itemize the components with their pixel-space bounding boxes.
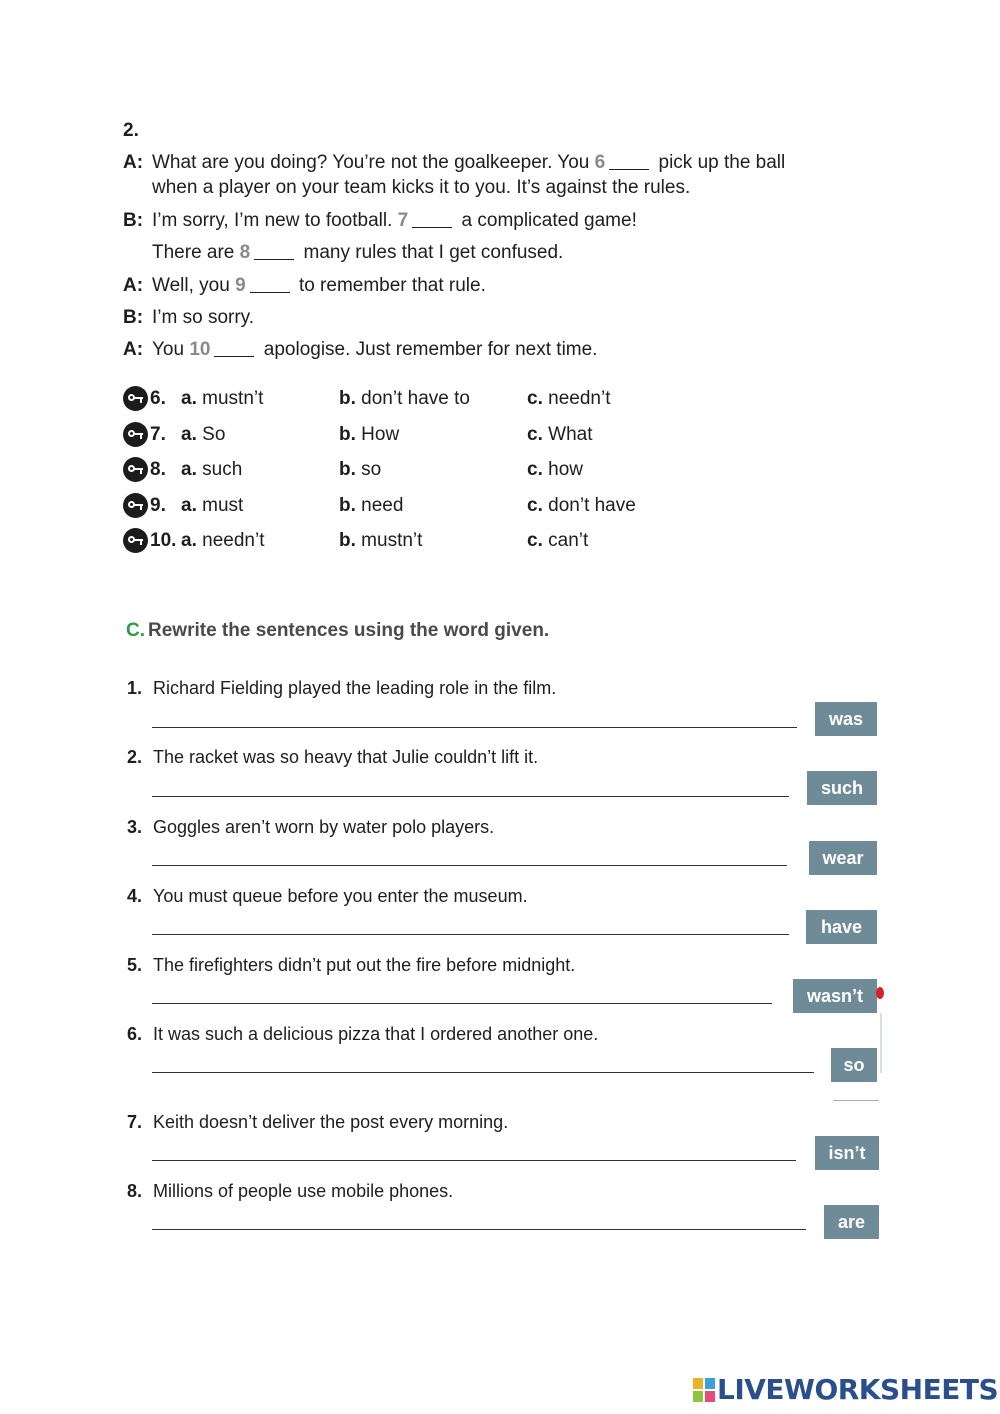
- option-c[interactable]: [527, 422, 593, 448]
- item-sentence: Goggles aren’t worn by water polo players.: [153, 817, 495, 837]
- key-icon: [123, 493, 148, 518]
- option-c[interactable]: [527, 457, 583, 483]
- option-text: so: [361, 459, 382, 480]
- item-sentence: It was such a delicious pizza that I ordered another one.: [153, 1024, 599, 1044]
- gap-blank[interactable]: [412, 227, 452, 228]
- key-icon: [123, 386, 148, 411]
- key-icon: [123, 422, 148, 447]
- option-number: 7.: [150, 424, 166, 445]
- option-number: 10.: [150, 530, 177, 551]
- item-number: 4.: [127, 886, 143, 906]
- option-text: What: [548, 424, 593, 445]
- option-number: 8.: [150, 459, 166, 480]
- speaker-label: A:: [123, 339, 144, 360]
- item-sentence: Keith doesn’t deliver the post every morning.: [153, 1112, 509, 1132]
- option-a[interactable]: [181, 528, 264, 554]
- option-letter: a.: [181, 495, 197, 516]
- dialogue-line: [152, 338, 597, 362]
- gap-number: 10: [189, 339, 211, 360]
- dialogue-text: I’m sorry, I’m new to football.: [152, 210, 393, 231]
- option-letter: c.: [527, 459, 543, 480]
- gap-blank[interactable]: [250, 292, 290, 293]
- option-text: how: [548, 459, 583, 480]
- option-text: such: [202, 459, 243, 480]
- dialogue-line: [152, 151, 785, 175]
- word-tag: such: [807, 771, 877, 805]
- option-letter: a.: [181, 424, 197, 445]
- option-c[interactable]: [527, 528, 588, 554]
- dialogue-text: What are you doing? You’re not the goalkeeper. You: [152, 152, 590, 173]
- dialogue-text: to remember that rule.: [298, 275, 486, 296]
- option-a[interactable]: [181, 386, 263, 412]
- word-tag: have: [806, 910, 877, 944]
- speaker-label: A:: [123, 152, 144, 173]
- answer-line[interactable]: [152, 1072, 814, 1073]
- option-b[interactable]: [339, 528, 422, 554]
- option-text: So: [202, 424, 226, 445]
- option-b[interactable]: [339, 386, 470, 412]
- option-text: don’t have: [548, 495, 636, 516]
- gap-blank[interactable]: [254, 259, 294, 260]
- option-text: need: [361, 495, 404, 516]
- gap-number: 6: [594, 152, 606, 173]
- speaker-label: A:: [123, 275, 144, 296]
- dialogue-text: Well, you: [152, 275, 230, 296]
- dialogue-text: apologise. Just remember for next time.: [263, 339, 598, 360]
- item-sentence: The racket was so heavy that Julie couldn’t lift it.: [153, 747, 539, 767]
- exercise-number: 2.: [123, 120, 139, 141]
- option-letter: a.: [181, 459, 197, 480]
- word-tag: are: [824, 1205, 879, 1239]
- dialogue-text: You: [152, 339, 185, 360]
- option-text: can’t: [548, 530, 589, 551]
- option-letter: a.: [181, 530, 197, 551]
- answer-line[interactable]: [152, 1160, 796, 1161]
- answer-line[interactable]: [152, 796, 789, 797]
- red-marker: [876, 987, 884, 999]
- item-sentence: Richard Fielding played the leading role in the film.: [153, 678, 557, 698]
- option-b[interactable]: [339, 457, 381, 483]
- item-sentence: You must queue before you enter the museum.: [153, 886, 528, 906]
- option-number: 6.: [150, 388, 166, 409]
- speaker-label: B:: [123, 307, 144, 328]
- divider: [833, 1100, 879, 1101]
- option-c[interactable]: [527, 386, 610, 412]
- word-tag: so: [831, 1048, 877, 1082]
- margin-line: [880, 1013, 882, 1073]
- gap-number: 7: [397, 210, 409, 231]
- section-title: Rewrite the sentences using the word given.: [148, 620, 550, 641]
- dialogue-text: a complicated game!: [461, 210, 637, 231]
- dialogue-line: [152, 274, 486, 298]
- gap-number: 8: [239, 242, 251, 263]
- dialogue-text: There are: [152, 242, 235, 263]
- option-letter: b.: [339, 495, 356, 516]
- item-number: 2.: [127, 747, 143, 767]
- option-letter: a.: [181, 388, 197, 409]
- answer-line[interactable]: [152, 934, 789, 935]
- answer-line[interactable]: [152, 1229, 806, 1230]
- item-number: 1.: [127, 678, 143, 698]
- option-letter: b.: [339, 424, 356, 445]
- dialogue-line: I’m so sorry.: [152, 307, 255, 328]
- option-letter: b.: [339, 530, 356, 551]
- item-number: 7.: [127, 1112, 143, 1132]
- option-letter: c.: [527, 424, 543, 445]
- option-letter: c.: [527, 495, 543, 516]
- option-text: needn’t: [548, 388, 611, 409]
- dialogue-text: pick up the ball: [658, 152, 786, 173]
- gap-blank[interactable]: [609, 169, 649, 170]
- item-sentence: The firefighters didn’t put out the fire before midnight.: [153, 955, 576, 975]
- dialogue-line: [152, 209, 637, 233]
- option-text: How: [361, 424, 400, 445]
- option-text: mustn’t: [202, 388, 264, 409]
- dialogue-line: [152, 241, 563, 265]
- item-number: 5.: [127, 955, 143, 975]
- logo-icon: [693, 1378, 715, 1402]
- item-number: 6.: [127, 1024, 143, 1044]
- option-text: don’t have to: [361, 388, 470, 409]
- key-icon: [123, 528, 148, 553]
- gap-blank[interactable]: [214, 356, 254, 357]
- option-a[interactable]: [181, 422, 225, 448]
- option-text: needn’t: [202, 530, 265, 551]
- item-sentence: Millions of people use mobile phones.: [153, 1181, 454, 1201]
- word-tag: wear: [809, 841, 877, 875]
- answer-line[interactable]: [152, 727, 797, 728]
- option-letter: c.: [527, 388, 543, 409]
- option-letter: c.: [527, 530, 543, 551]
- word-tag: isn’t: [815, 1136, 879, 1170]
- answer-line[interactable]: [152, 865, 787, 866]
- item-number: 3.: [127, 817, 143, 837]
- option-a[interactable]: [181, 493, 243, 519]
- option-text: must: [202, 495, 244, 516]
- gap-number: 9: [235, 275, 246, 296]
- section-letter: C.: [126, 620, 145, 641]
- word-tag: wasn’t: [793, 979, 877, 1013]
- logo-text: LIVEWORKSHEETS: [717, 1373, 999, 1406]
- dialogue-line: when a player on your team kicks it to you. It’s against the rules.: [152, 177, 691, 198]
- option-text: mustn’t: [361, 530, 423, 551]
- dialogue-text: many rules that I get confused.: [303, 242, 564, 263]
- option-number: 9.: [150, 495, 166, 516]
- option-b[interactable]: [339, 493, 403, 519]
- speaker-label: B:: [123, 210, 144, 231]
- word-tag: was: [815, 702, 877, 736]
- answer-line[interactable]: [152, 1003, 772, 1004]
- key-icon: [123, 457, 148, 482]
- option-c[interactable]: [527, 493, 636, 519]
- item-number: 8.: [127, 1181, 143, 1201]
- option-b[interactable]: [339, 422, 399, 448]
- option-a[interactable]: [181, 457, 242, 483]
- option-letter: b.: [339, 459, 356, 480]
- option-letter: b.: [339, 388, 356, 409]
